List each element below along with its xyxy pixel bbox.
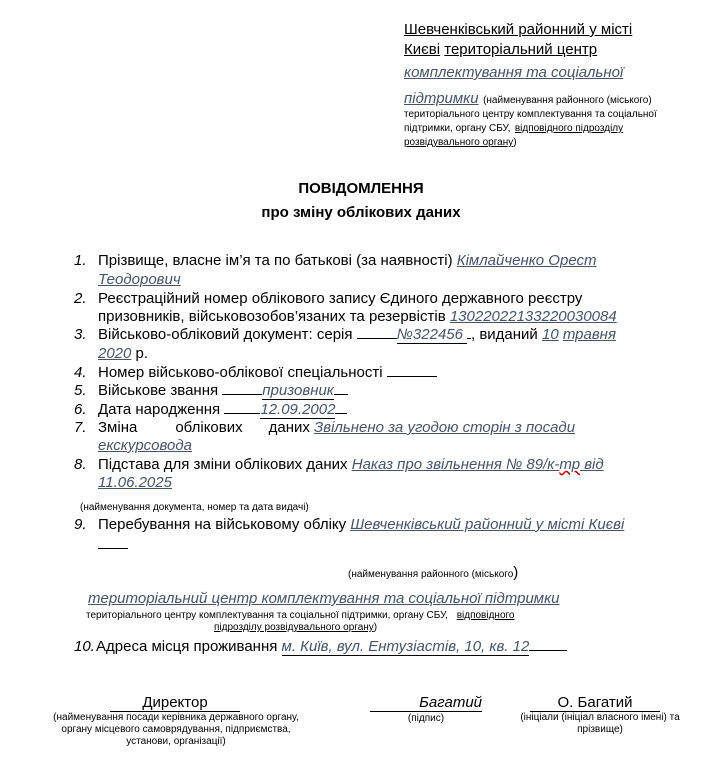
item-8-line2: 11.06.2025 — [98, 474, 172, 491]
item-number: 6. — [74, 401, 87, 418]
document-title: ПОВІДОМЛЕННЯ — [298, 180, 424, 197]
item-9-line1: Перебування на військовому обліку Шевченківський районний у місті Києві — [98, 516, 625, 533]
item-10-line: Адреса місця проживання м. Київ, вул. Ентузіастів, 10, кв. 12 — [96, 638, 567, 656]
item-2-line1: Реєстраційний номер облікового запису Єдиного державного реєстру — [98, 290, 583, 307]
signature-sign-hint: (підпис) — [407, 713, 445, 724]
item-9-line-blank — [98, 548, 128, 549]
addressee-line3: комплектування та соціальної — [404, 64, 624, 81]
item-number: 1. — [74, 252, 87, 269]
item-8-line1: Підстава для зміни облікових даних Наказ про звільнення № 89/к-тр від — [98, 456, 604, 473]
item-number: 5. — [74, 382, 87, 399]
item-3-line1: Військово-обліковий документ: серія №322456 , виданий 10 травня — [98, 326, 616, 343]
addressee-line2: Києві територіальний центр — [404, 41, 598, 58]
item-8-hint: (найменування документа, номер та дата видачі) — [80, 502, 309, 513]
item-number: 10. — [74, 638, 95, 655]
signature-sign: Багатий — [370, 694, 482, 712]
addressee-line4: підтримки (найменування районного (міського) територіального центру комплектування та соціальної підтримки, органу СБУ, відповідного підрозділу розвідувального органу) — [404, 90, 657, 148]
item-1-line2: Теодорович — [98, 271, 181, 288]
item-2-line2: призовників, військовозобов’язаних та резервістів 13022022133220030084 — [98, 308, 617, 325]
item-7-line1: Зміна облікових даних Звільнено за угодою сторін з посади — [98, 419, 576, 436]
item-1-line1: Прізвище, власне ім’я та по батькові (за наявності) Кімлайченко Орест — [98, 252, 597, 269]
signature-name: О. Багатий — [530, 694, 660, 712]
addressee-line1: Шевченківський районний у місті — [404, 21, 633, 38]
item-9-hint1: (найменування районного (міського) — [348, 564, 519, 581]
item-4-line: Номер військово-облікової спеціальності — [98, 364, 437, 381]
item-7-line2: екскурсовода — [98, 437, 192, 454]
item-number: 7. — [74, 419, 87, 436]
item-9-value2: територіальний центр комплектування та соціальної підтримки — [88, 590, 560, 607]
signature-position: Директор — [110, 694, 240, 712]
item-number: 3. — [74, 326, 87, 343]
item-number: 9. — [74, 516, 87, 533]
item-6-line: Дата народження 12.09.2002 — [98, 401, 347, 419]
item-number: 2. — [74, 290, 87, 307]
item-5-line: Військове звання призовник — [98, 382, 348, 400]
item-number: 4. — [74, 364, 87, 381]
signature-position-hint: (найменування посади керівника державного органу, органу місцевого самоврядування, підприємства, установи, організації) — [53, 712, 299, 747]
item-3-line2: 2020 р. — [98, 345, 149, 362]
item-number: 8. — [74, 456, 87, 473]
item-9-hint2: територіального центру комплектування та соціальної підтримки, органу СБУ, відповідного підрозділу розвідувального органу) — [86, 610, 515, 633]
document-subtitle: про зміну облікових даних — [261, 204, 461, 221]
signature-name-hint: (ініціали (ініціал власного імені) та прізвище) — [520, 712, 680, 735]
